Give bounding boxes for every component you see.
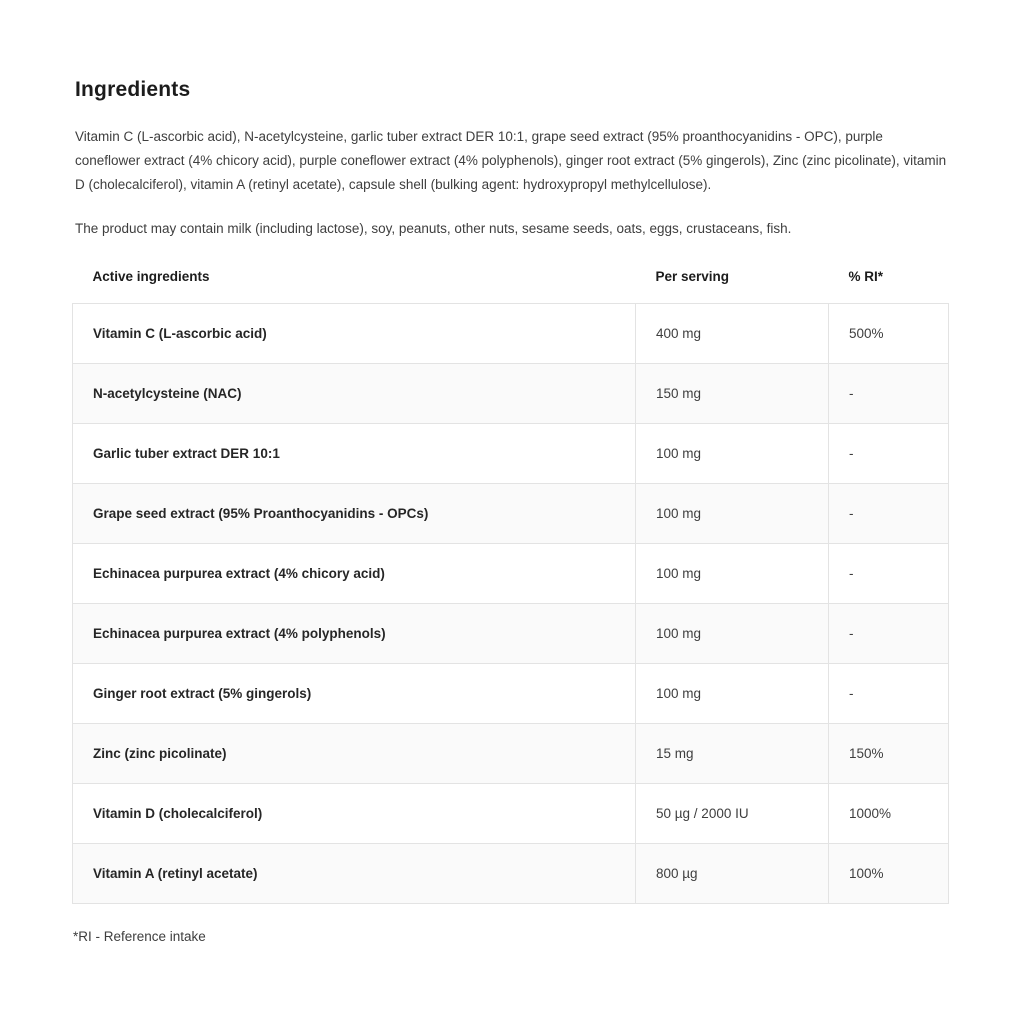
ingredient-name-cell: Echinacea purpurea extract (4% polyphenols) (73, 604, 636, 664)
per-serving-cell: 100 mg (636, 664, 829, 724)
per-serving-cell: 100 mg (636, 604, 829, 664)
table-row (73, 844, 949, 904)
table-row (73, 544, 949, 604)
ri-percent-cell: 150% (829, 724, 949, 784)
table-row (73, 364, 949, 424)
column-header-active-ingredients: Active ingredients (92, 269, 210, 284)
table-row (73, 304, 949, 364)
ingredient-name-cell: Ginger root extract (5% gingerols) (73, 664, 636, 724)
per-serving-cell: 50 µg / 2000 IU (636, 784, 829, 844)
table-row (73, 664, 949, 724)
ingredients-text: Vitamin C (L-ascorbic acid), N-acetylcysteine, garlic tuber extract DER 10:1, grape seed extract (95% proanthocyanidins - OPC), purple coneflower extract (4% chicory acid), purple coneflower extract (4% polyphenols), ginger root extract (5% gingerols), Zinc (zinc picolinate), vitamin D (cholecalciferol), vitamin A (retinyl acetate), capsule shell (bulking agent: hydroxypropyl methylcellulose). (75, 129, 947, 192)
per-serving-cell: 150 mg (636, 364, 829, 424)
ri-percent-cell: 1000% (829, 784, 949, 844)
table-row (73, 424, 949, 484)
ingredient-name-cell: Echinacea purpurea extract (4% chicory acid) (73, 544, 636, 604)
ri-percent-cell: - (829, 484, 949, 544)
ri-percent-cell: - (829, 544, 949, 604)
per-serving-cell: 15 mg (636, 724, 829, 784)
ingredient-name-cell: N-acetylcysteine (NAC) (73, 364, 636, 424)
per-serving-cell: 100 mg (636, 424, 829, 484)
ri-percent-cell: - (829, 604, 949, 664)
per-serving-cell: 400 mg (636, 304, 829, 364)
ingredient-name-cell: Vitamin D (cholecalciferol) (73, 784, 636, 844)
table-row (73, 604, 949, 664)
active-ingredients-table (72, 269, 949, 904)
ingredients-section (72, 0, 948, 944)
table-row (73, 784, 949, 844)
ri-percent-cell: - (829, 424, 949, 484)
ri-percent-cell: - (829, 664, 949, 724)
ingredient-name-cell: Vitamin A (retinyl acetate) (73, 844, 636, 904)
allergen-text: The product may contain milk (including lactose), soy, peanuts, other nuts, sesame seeds, oats, eggs, crustaceans, fish. (75, 221, 792, 236)
column-header-ri: % RI* (848, 269, 884, 284)
per-serving-cell: 800 µg (636, 844, 829, 904)
page-title: Ingredients (75, 78, 191, 101)
ri-percent-cell: 500% (829, 304, 949, 364)
ri-percent-cell: - (829, 364, 949, 424)
table-row (73, 484, 949, 544)
column-header-per-serving: Per serving (655, 269, 730, 284)
ingredient-name-cell: Zinc (zinc picolinate) (73, 724, 636, 784)
table-header-row (73, 269, 949, 304)
ri-percent-cell: 100% (829, 844, 949, 904)
ingredient-name-cell: Garlic tuber extract DER 10:1 (73, 424, 636, 484)
table-row (73, 724, 949, 784)
per-serving-cell: 100 mg (636, 544, 829, 604)
ingredient-name-cell: Vitamin C (L-ascorbic acid) (73, 304, 636, 364)
per-serving-cell: 100 mg (636, 484, 829, 544)
ingredient-name-cell: Grape seed extract (95% Proanthocyanidins - OPCs) (73, 484, 636, 544)
ingredients-table-body (73, 304, 949, 904)
reference-intake-footnote: *RI - Reference intake (73, 929, 206, 944)
